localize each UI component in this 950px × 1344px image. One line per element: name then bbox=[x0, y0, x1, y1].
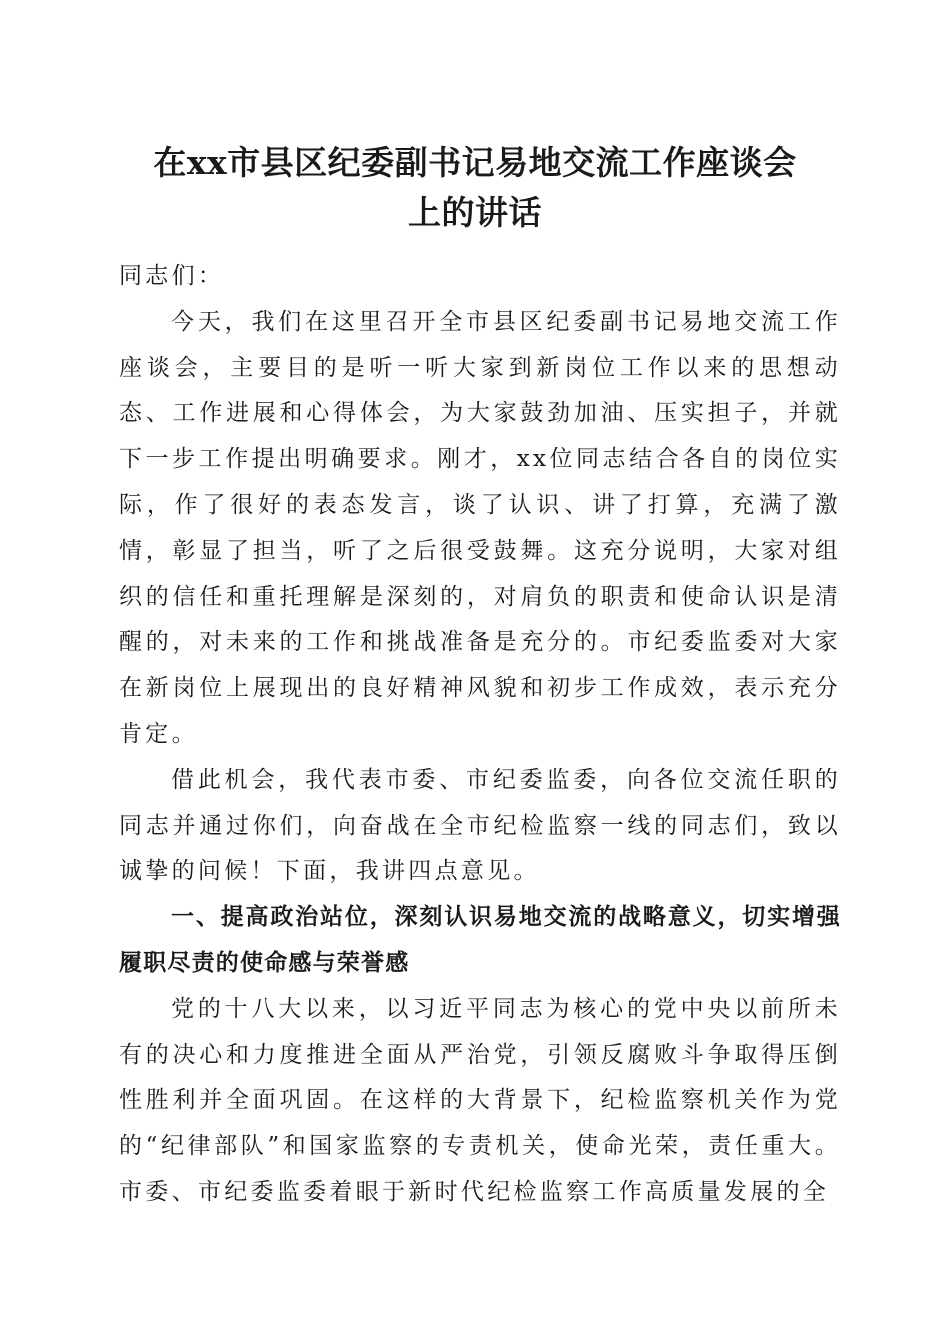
paragraph-section-1: 党的十八大以来，以习近平同志为核心的党中央以前所未有的决心和力度推进全面从严治党，引领反腐败斗争取得压倒性胜利并全面巩固。在这样的大背景下，纪检监察机关作为党的“纪律部队”和国家监察的专责机关，使命光荣，责任重大。市委、市纪委监委着眼于新时代纪检监察工作高质量发展的全 bbox=[119, 995, 841, 1205]
document-body bbox=[119, 254, 841, 1216]
section-heading-1: 一、提高政治站位，深刻认识易地交流的战略意义，切实增强履职尽责的使命感与荣誉感 bbox=[119, 904, 841, 976]
paragraph-opening: 今天，我们在这里召开全市县区纪委副书记易地交流工作座谈会，主要目的是听一听大家到新岗位工作以来的思想动态、工作进展和心得体会，为大家鼓劲加油、压实担子，并就下一步工作提出明确要求。刚才，xx位同志结合各自的岗位实际，作了很好的表态发言，谈了认识、讲了打算，充满了激情，彰显了担当，听了之后很受鼓舞。这充分说明，大家对组织的信任和重托理解是深刻的，对肩负的职责和使命认识是清醒的，对未来的工作和挑战准备是充分的。市纪委监委对大家在新岗位上展现出的良好精神风貌和初步工作成效，表示充分肯定。 bbox=[119, 308, 841, 747]
salutation: 同志们： bbox=[119, 263, 225, 289]
title-line-2: 上的讲话 bbox=[408, 193, 542, 232]
title-line-1: 在xx市县区纪委副书记易地交流工作座谈会 bbox=[153, 143, 797, 182]
document-title bbox=[100, 138, 850, 238]
paragraph-greeting: 借此机会，我代表市委、市纪委监委，向各位交流任职的同志并通过你们，向奋战在全市纪检监察一线的同志们，致以诚挚的问候！下面，我讲四点意见。 bbox=[119, 766, 841, 885]
